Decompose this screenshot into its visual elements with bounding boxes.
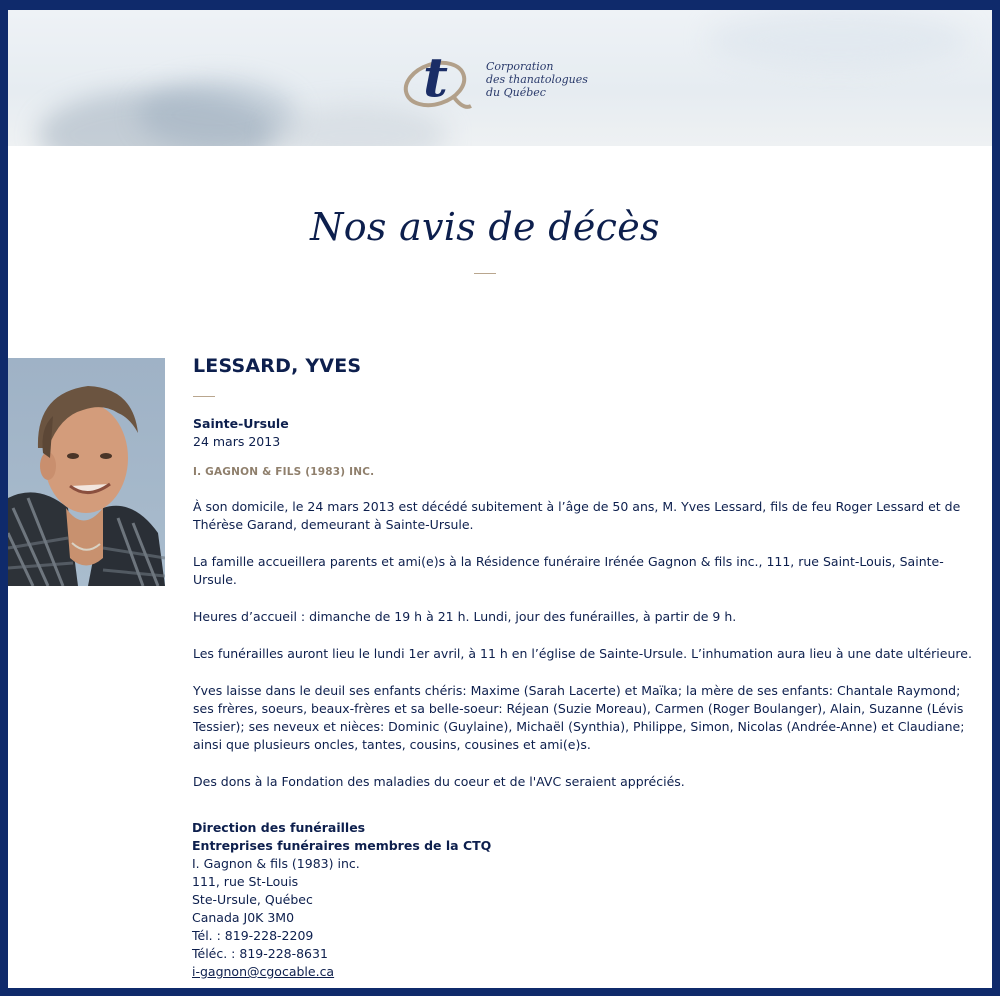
- portrait-photo: [8, 358, 165, 586]
- deceased-name: LESSARD, YVES: [193, 355, 362, 377]
- obituary-paragraph: La famille accueillera parents et ami(e)s à la Résidence funéraire Irénée Gagnon & fils inc., 111, rue Saint-Louis, Sainte-Ursule.: [193, 554, 944, 587]
- ctq-logo-icon[interactable]: [401, 40, 473, 116]
- obituary-paragraph: Des dons à la Fondation des maladies du coeur et de l'AVC seraient appréciés.: [193, 774, 685, 789]
- obituary-paragraph: Les funérailles auront lieu le lundi 1er avril, à 11 h en l’église de Sainte-Ursule. L’inhumation aura lieu à une date ultérieure.: [193, 646, 972, 661]
- direction-subheading: Entreprises funéraires membres de la CTQ: [192, 838, 492, 853]
- obituary-paragraph: Yves laisse dans le deuil ses enfants chéris: Maxime (Sarah Lacerte) et Maïka; la mère de ses enfants: Chantale Raymond; ses frères, soeurs, beaux-frères et sa belle-soeur: Réjean (Suzie Moreau), Carmen (Roger Boulanger), Alain, Suzanne (Lévis Tessier); ses neveux et nièces: Dominic (Guylaine), Michaël (Synthia), Philippe, Simon, Nicolas (Andrée-Anne) et Claudiane; ainsi que plusieurs oncles, tantes, cousins, cousines et ami(e)s.: [193, 683, 965, 752]
- direction-company: I. Gagnon & fils (1983) inc.: [192, 856, 360, 871]
- direction-street: 111, rue St-Louis: [192, 874, 299, 889]
- obituary-city: Sainte-Ursule: [193, 416, 289, 431]
- organization-name: [486, 60, 588, 99]
- obituary-paragraph: Heures d’accueil : dimanche de 19 h à 21 h. Lundi, jour des funérailles, à partir de 9 h.: [193, 609, 737, 624]
- obituary-content: [193, 355, 973, 981]
- direction-phone: Tél. : 819-228-2209: [192, 928, 314, 943]
- header-banner: [8, 10, 992, 146]
- page-title: Nos avis de décès: [310, 205, 660, 249]
- direction-country: Canada J0K 3M0: [192, 910, 295, 925]
- org-name-line: Corporation: [486, 60, 554, 73]
- funeral-direction-block: [192, 819, 973, 981]
- name-divider: [193, 396, 215, 397]
- direction-fax: Téléc. : 819-228-8631: [192, 946, 328, 961]
- org-name-line: des thanatologues: [486, 73, 588, 86]
- obituary-date: 24 mars 2013: [193, 434, 281, 449]
- org-name-line: du Québec: [486, 86, 546, 99]
- direction-heading: Direction des funérailles: [192, 820, 366, 835]
- funeral-home-name: I. GAGNON & FILS (1983) INC.: [193, 466, 375, 478]
- title-divider: [474, 273, 496, 274]
- direction-email-link[interactable]: i-gagnon@cgocable.ca: [192, 964, 335, 979]
- page-frame: [8, 10, 992, 988]
- obituary-paragraph: À son domicile, le 24 mars 2013 est décédé subitement à l’âge de 50 ans, M. Yves Lessard, fils de feu Roger Lessard et de Thérèse Garand, demeurant à Sainte-Ursule.: [193, 499, 961, 532]
- direction-city: Ste-Ursule, Québec: [192, 892, 313, 907]
- svg-text:t: t: [423, 45, 448, 109]
- cloud-decoration: [708, 10, 968, 70]
